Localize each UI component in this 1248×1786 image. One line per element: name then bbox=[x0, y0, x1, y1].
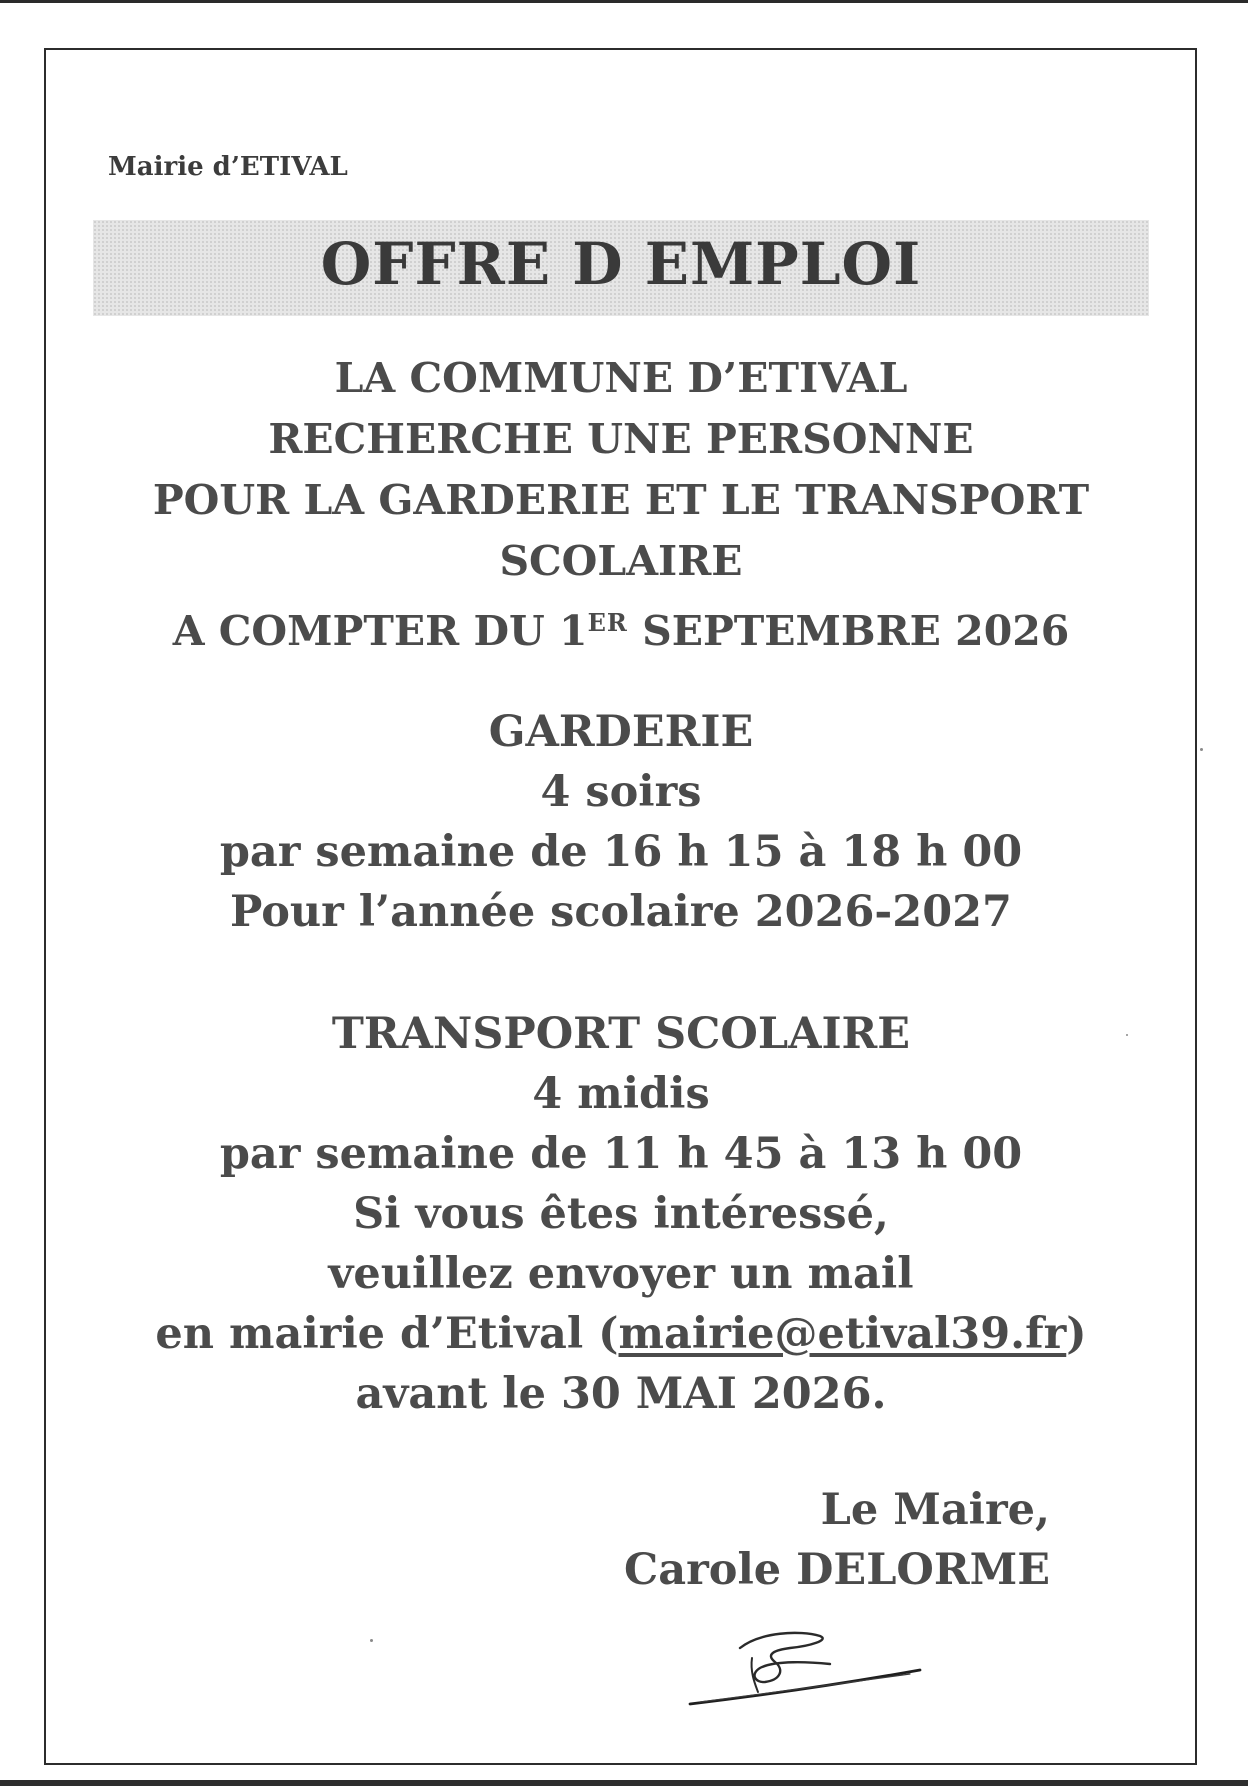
email-link[interactable]: mairie@etival39.fr bbox=[618, 1309, 1067, 1359]
start-date-prefix: A COMPTER DU 1 bbox=[172, 607, 588, 655]
organization-label: Mairie d’ETIVAL bbox=[108, 152, 348, 182]
scan-bottom-edge bbox=[0, 1780, 1248, 1786]
deadline-line: avant le 30 MAI 2026. bbox=[355, 1369, 887, 1419]
scan-speck bbox=[370, 1639, 373, 1642]
contact-email-line bbox=[93, 1304, 1149, 1364]
ordinal-superscript: ER bbox=[587, 608, 628, 637]
handwritten-signature bbox=[680, 1622, 940, 1712]
intro-section bbox=[93, 348, 1149, 662]
intro-line: LA COMMUNE D’ETIVAL bbox=[334, 354, 908, 402]
garderie-frequency: 4 soirs bbox=[540, 767, 702, 817]
garderie-heading: GARDERIE bbox=[488, 707, 754, 757]
garderie-period: Pour l’année scolaire 2026-2027 bbox=[230, 887, 1012, 937]
transport-frequency: 4 midis bbox=[532, 1069, 710, 1119]
contact-suffix: ) bbox=[1066, 1309, 1087, 1359]
contact-prefix: en mairie d’Etival ( bbox=[155, 1309, 619, 1359]
contact-line: Si vous êtes intéressé, bbox=[353, 1189, 889, 1239]
start-date-line bbox=[93, 592, 1149, 662]
intro-line: RECHERCHE UNE PERSONNE bbox=[268, 415, 974, 463]
signatory-name: Carole DELORME bbox=[624, 1545, 1050, 1595]
transport-heading: TRANSPORT SCOLAIRE bbox=[331, 1009, 911, 1059]
intro-line: POUR LA GARDERIE ET LE TRANSPORT bbox=[152, 476, 1090, 524]
signatory-block bbox=[560, 1480, 1050, 1600]
transport-section bbox=[93, 1004, 1149, 1424]
garderie-hours: par semaine de 16 h 15 à 18 h 00 bbox=[219, 827, 1023, 877]
garderie-section bbox=[93, 702, 1149, 942]
transport-hours: par semaine de 11 h 45 à 13 h 00 bbox=[219, 1129, 1023, 1179]
intro-line: SCOLAIRE bbox=[499, 537, 743, 585]
scan-speck bbox=[1200, 748, 1203, 751]
page-title: OFFRE D EMPLOI bbox=[320, 230, 922, 298]
signatory-role: Le Maire, bbox=[820, 1485, 1050, 1535]
start-date-suffix: SEPTEMBRE 2026 bbox=[627, 607, 1070, 655]
scan-top-edge bbox=[0, 0, 1248, 3]
scan-speck bbox=[1126, 1034, 1128, 1036]
contact-line: veuillez envoyer un mail bbox=[328, 1249, 914, 1299]
